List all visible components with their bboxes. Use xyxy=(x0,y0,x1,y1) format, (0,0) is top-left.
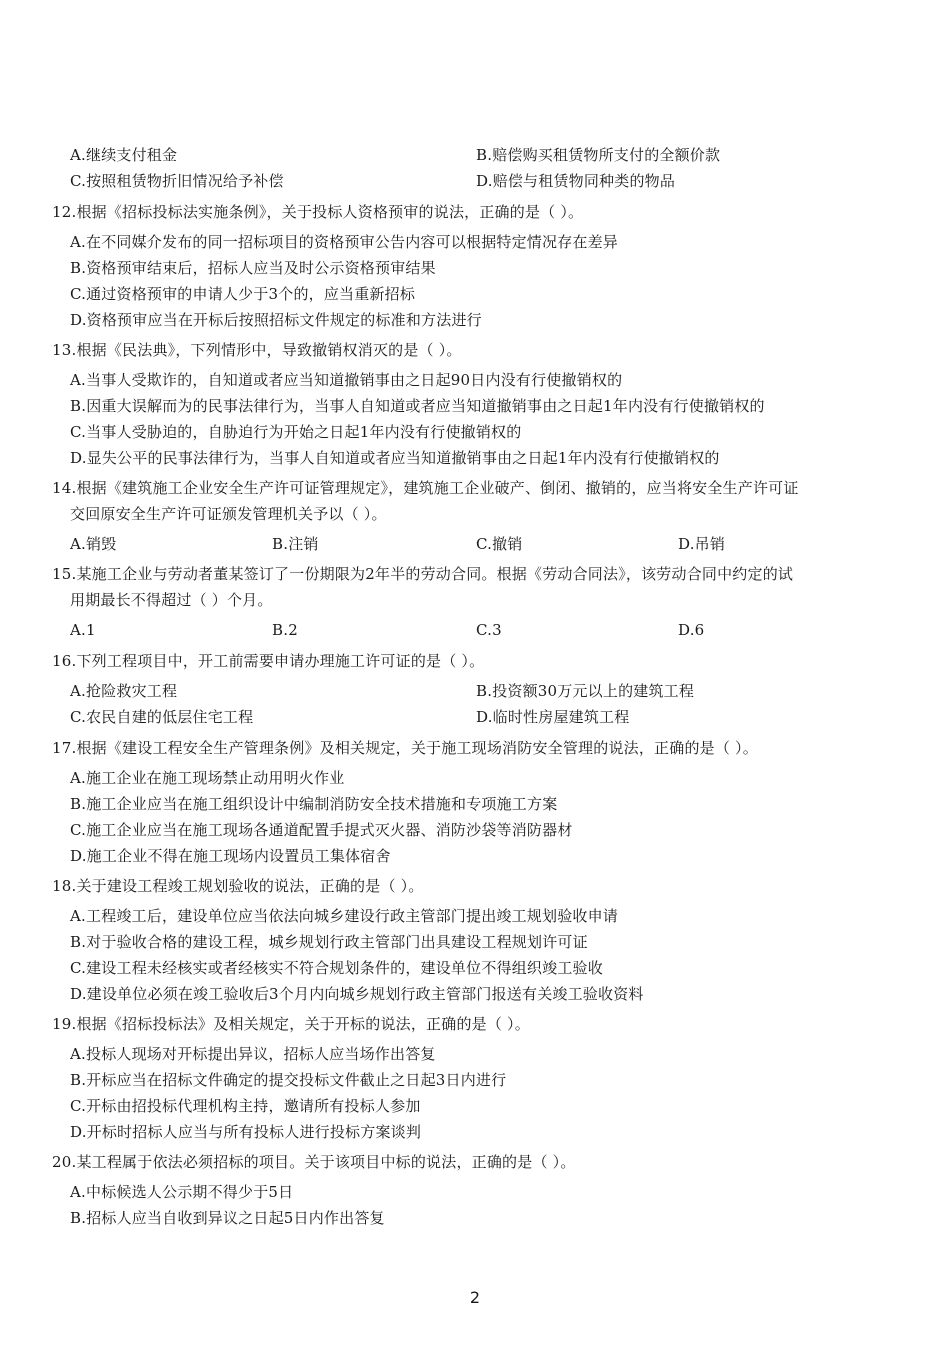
q19-stem: 19.根据《招标投标法》及相关规定，关于开标的说法，正确的是（ ）。 xyxy=(52,1015,530,1033)
q15-option-c: C.3 xyxy=(476,621,502,639)
q17-stem: 17.根据《建设工程安全生产管理条例》及相关规定，关于施工现场消防安全管理的说法，正确的是（ ）。 xyxy=(52,739,758,757)
q16-stem: 16.下列工程项目中，开工前需要申请办理施工许可证的是（ ）。 xyxy=(52,652,485,670)
q11-option-d: D.赔偿与租赁物同种类的物品 xyxy=(476,172,676,190)
q19-option-a: A.投标人现场对开标提出异议，招标人应当场作出答复 xyxy=(70,1045,436,1063)
q13-option-b: B.因重大误解而为的民事法律行为，当事人自知道或者应当知道撤销事由之日起1年内没有行使撤销权的 xyxy=(70,397,765,415)
q20-option-a: A.中标候选人公示期不得少于5日 xyxy=(70,1183,294,1201)
q19-option-b: B.开标应当在招标文件确定的提交投标文件截止之日起3日内进行 xyxy=(70,1071,507,1089)
q17-option-a: A.施工企业在施工现场禁止动用明火作业 xyxy=(70,769,345,787)
q13-option-a: A.当事人受欺诈的，自知道或者应当知道撤销事由之日起90日内没有行使撤销权的 xyxy=(70,371,623,389)
page-number: 2 xyxy=(469,1288,481,1307)
q15-option-b: B.2 xyxy=(272,621,298,639)
q15-option-d: D.6 xyxy=(678,621,705,639)
q12-stem: 12.根据《招标投标法实施条例》，关于投标人资格预审的说法，正确的是（ ）。 xyxy=(52,203,584,221)
q15-option-a: A.1 xyxy=(70,621,96,639)
q19-option-d: D.开标时招标人应当与所有投标人进行投标方案谈判 xyxy=(70,1123,422,1141)
q20-stem: 20.某工程属于依法必须招标的项目。关于该项目中标的说法，正确的是（ ）。 xyxy=(52,1153,576,1171)
q16-option-b: B.投资额30万元以上的建筑工程 xyxy=(476,682,695,700)
q16-option-d: D.临时性房屋建筑工程 xyxy=(476,708,630,726)
q11-option-b: B.赔偿购买租赁物所支付的全额价款 xyxy=(476,146,721,164)
q14-option-c: C.撤销 xyxy=(476,535,523,553)
q13-option-d: D.显失公平的民事法律行为，当事人自知道或者应当知道撤销事由之日起1年内没有行使撤销权的 xyxy=(70,449,720,467)
q17-option-b: B.施工企业应当在施工组织设计中编制消防安全技术措施和专项施工方案 xyxy=(70,795,558,813)
q14-stem-line-2: 交回原安全生产许可证颁发管理机关予以（ ）。 xyxy=(70,505,387,523)
q18-option-c: C.建设工程未经核实或者经核实不符合规划条件的，建设单位不得组织竣工验收 xyxy=(70,959,603,977)
q16-option-c: C.农民自建的低层住宅工程 xyxy=(70,708,254,726)
q12-option-a: A.在不同媒介发布的同一招标项目的资格预审公告内容可以根据特定情况存在差异 xyxy=(70,233,619,251)
q18-stem: 18.关于建设工程竣工规划验收的说法，正确的是（ ）。 xyxy=(52,877,424,895)
q17-option-c: C.施工企业应当在施工现场各通道配置手提式灭火器、消防沙袋等消防器材 xyxy=(70,821,573,839)
q17-option-d: D.施工企业不得在施工现场内设置员工集体宿舍 xyxy=(70,847,391,865)
q14-option-d: D.吊销 xyxy=(678,535,726,553)
q12-option-d: D.资格预审应当在开标后按照招标文件规定的标准和方法进行 xyxy=(70,311,482,329)
q18-option-b: B.对于验收合格的建设工程，城乡规划行政主管部门出具建设工程规划许可证 xyxy=(70,933,588,951)
q15-stem-line-1: 15.某施工企业与劳动者董某签订了一份期限为2年半的劳动合同。根据《劳动合同法》，该劳动合同中约定的试 xyxy=(52,565,794,583)
q19-option-c: C.开标由招投标代理机构主持，邀请所有投标人参加 xyxy=(70,1097,421,1115)
q13-stem: 13.根据《民法典》，下列情形中，导致撤销权消灭的是（ ）。 xyxy=(52,341,462,359)
q11-option-c: C.按照租赁物折旧情况给予补偿 xyxy=(70,172,284,190)
q12-option-b: B.资格预审结束后，招标人应当及时公示资格预审结果 xyxy=(70,259,436,277)
q12-option-c: C.通过资格预审的申请人少于3个的，应当重新招标 xyxy=(70,285,416,303)
q18-option-a: A.工程竣工后，建设单位应当依法向城乡建设行政主管部门提出竣工规划验收申请 xyxy=(70,907,619,925)
q18-option-d: D.建设单位必须在竣工验收后3个月内向城乡规划行政主管部门报送有关竣工验收资料 xyxy=(70,985,644,1003)
q11-option-a: A.继续支付租金 xyxy=(70,146,178,164)
q14-option-b: B.注销 xyxy=(272,535,319,553)
q14-stem-line-1: 14.根据《建筑施工企业安全生产许可证管理规定》，建筑施工企业破产、倒闭、撤销的，应当将安全生产许可证 xyxy=(52,479,799,497)
q20-option-b: B.招标人应当自收到异议之日起5日内作出答复 xyxy=(70,1209,385,1227)
q16-option-a: A.抢险救灾工程 xyxy=(70,682,178,700)
q15-stem-line-2: 用期最长不得超过（ ）个月。 xyxy=(70,591,273,609)
q14-option-a: A.销毁 xyxy=(70,535,117,553)
q13-option-c: C.当事人受胁迫的，自胁迫行为开始之日起1年内没有行使撤销权的 xyxy=(70,423,522,441)
